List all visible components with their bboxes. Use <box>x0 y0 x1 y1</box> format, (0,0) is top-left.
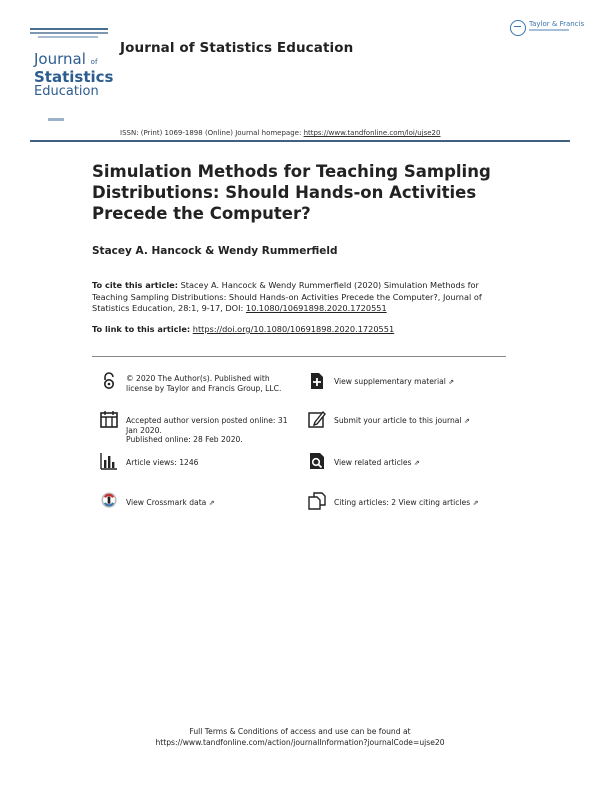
citation-doi-link[interactable]: 10.1080/10691898.2020.1720551 <box>245 303 387 313</box>
footer <box>0 726 600 748</box>
submit-label: Submit your article to this journal <box>334 416 462 425</box>
supplementary-label: View supplementary material <box>334 377 446 386</box>
calendar-icon <box>100 410 118 428</box>
citation <box>92 280 512 315</box>
external-link-icon: ⇗ <box>472 499 479 507</box>
license-text: © 2020 The Author(s). Published with license by Taylor and Francis Group, LLC. <box>126 374 282 393</box>
crossmark-icon <box>100 492 118 510</box>
section-divider <box>92 356 506 357</box>
article-authors: Stacey A. Hancock & Wendy Rummerfield <box>92 245 338 257</box>
issn-line <box>120 129 440 137</box>
related-label: View related articles <box>334 458 412 467</box>
journal-logo <box>30 28 114 128</box>
bar-chart-icon <box>100 452 118 470</box>
logo-line1: Journal <box>34 50 86 68</box>
external-link-icon: ⇗ <box>413 459 420 467</box>
logo-line2: Statistics <box>34 68 114 86</box>
views-label: Article views: 1246 <box>126 458 199 467</box>
accepted-date: Accepted author version posted online: 31 Jan 2020. <box>126 416 288 435</box>
citation-text: Stacey A. Hancock & Wendy Rummerfield (2020) Simulation Methods for Teaching Sampling Distributions: Should Hands-on Activities Precede the Computer?, Journal of Statistics Education, 28:1, 9-17, DOI: <box>92 280 482 313</box>
crossmark-label: View Crossmark data <box>126 498 207 507</box>
article-link-label: To link to this article: <box>92 324 191 334</box>
footer-line1: Full Terms & Conditions of access and use can be found at <box>189 727 411 736</box>
citation-label: To cite this article: <box>92 280 178 290</box>
external-link-icon: ⇗ <box>463 417 470 425</box>
publisher-mark-icon <box>510 20 526 36</box>
search-document-icon <box>308 452 326 470</box>
published-date: Published online: 28 Feb 2020. <box>126 435 243 444</box>
journal-title: Journal of Statistics Education <box>120 40 354 56</box>
logo-line1-suffix: of <box>90 58 98 66</box>
edit-icon <box>308 410 326 428</box>
header-rule <box>30 140 570 142</box>
publisher-logo[interactable] <box>510 20 585 36</box>
terms-link[interactable]: https://www.tandfonline.com/action/journalInformation?journalCode=ujse20 <box>155 738 445 747</box>
document-plus-icon <box>308 372 326 390</box>
logo-line3: Education <box>34 84 99 99</box>
citing-documents-icon <box>308 492 326 510</box>
publisher-logo-text: Taylor & Francis <box>529 20 585 28</box>
article-doi-link[interactable]: https://doi.org/10.1080/10691898.2020.1720551 <box>192 324 395 334</box>
external-link-icon: ⇗ <box>208 499 215 507</box>
article-title: Simulation Methods for Teaching Sampling Distributions: Should Hands-on Activities Precede the Computer? <box>92 162 491 223</box>
issn-text: ISSN: (Print) 1069-1898 (Online) Journal homepage: <box>120 129 302 137</box>
journal-homepage-link[interactable]: https://www.tandfonline.com/loi/ujse20 <box>303 129 441 137</box>
open-access-icon <box>100 372 118 390</box>
external-link-icon: ⇗ <box>448 378 455 386</box>
citing-label: Citing articles: 2 View citing articles <box>334 498 471 507</box>
article-link-line <box>92 324 394 334</box>
